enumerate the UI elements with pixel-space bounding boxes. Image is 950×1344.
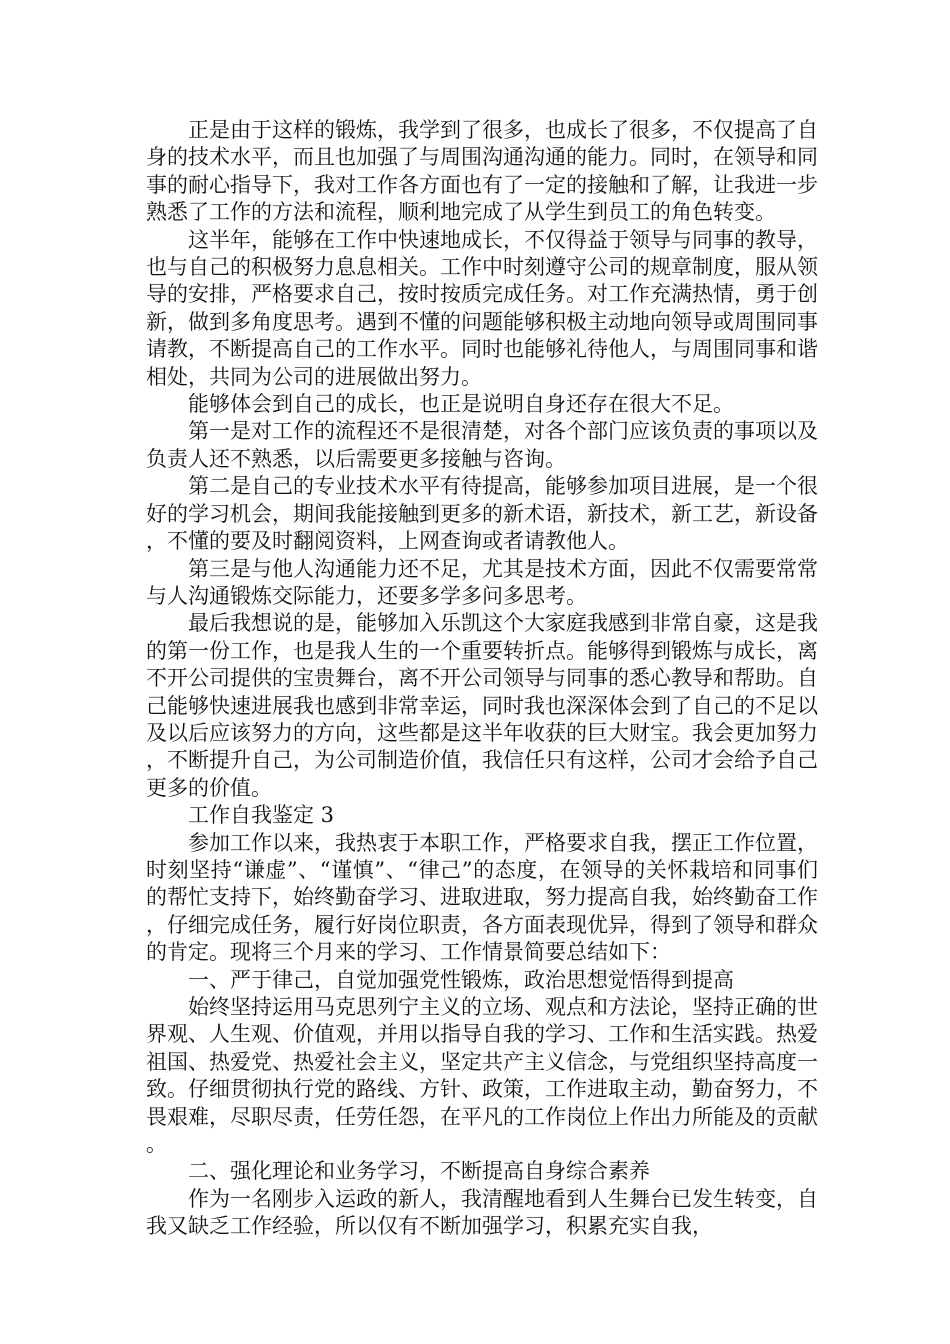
paragraph-6: 第三是与他人沟通能力还不足，尤其是技术方面，因此不仅需要常常与人沟通锻炼交际能力，还要多学多问多思考。 [146,556,818,608]
paragraph-4: 第一是对工作的流程还不是很清楚，对各个部门应该负责的事项以及负责人还不熟悉，以后需要更多接触与咨询。 [146,419,818,471]
paragraph-10: 作为一名刚步入运政的新人，我清醒地看到人生舞台已发生转变，自我又缺乏工作经验，所以仅有不断加强学习，积累充实自我， [146,1186,818,1239]
subheading-1: 一、严于律己，自觉加强党性锻炼，政治思想觉悟得到提高 [188,967,734,992]
section-heading: 工作自我鉴定 3 [188,803,335,828]
paragraph-1: 正是由于这样的锻炼，我学到了很多，也成长了很多，不仅提高了自身的技术水平，而且也加强了与周围沟通沟通的能力。同时，在领导和同事的耐心指导下，我对工作各方面也有了一定的接触和了解，让我进一步熟悉了工作的方法和流程，顺利地完成了从学生到员工的角色转变。 [146,118,818,225]
paragraph-8: 参加工作以来，我热衷于本职工作，严格要求自我，摆正工作位置，时刻坚持“谦虚”、“谨慎”、“律己”的态度，在领导的关怀栽培和同事们的帮忙支持下，始终勤奋学习、进取进取，努力提高自我，始终勤奋工作，仔细完成任务，履行好岗位职责，各方面表现优异，得到了领导和群众的肯定。现将三个月来的学习、工作情景简要总结如下： [146,830,818,965]
paragraph-9: 始终坚持运用马克思列宁主义的立场、观点和方法论，坚持正确的世界观、人生观、价值观，并用以指导自我的学习、工作和生活实践。热爱祖国、热爱党、热爱社会主义，坚定共产主义信念，与党组织坚持高度一致。仔细贯彻执行党的路线、方针、政策，工作进取主动，勤奋努力，不畏艰难，尽职尽责，任劳任怨，在平凡的工作岗位上作出力所能及的贡献。 [146,995,818,1157]
subheading-2: 二、强化理论和业务学习，不断提高自身综合素养 [188,1159,650,1184]
paragraph-7: 最后我想说的是，能够加入乐凯这个大家庭我感到非常自豪，这是我的第一份工作，也是我人生的一个重要转折点。能够得到锻炼与成长，离不开公司提供的宝贵舞台，离不开公司领导与同事的悉心教导和帮助。自己能够快速进展我也感到非常幸运，同时我也深深体会到了自己的不足以及以后应该努力的方向，这些都是这半年收获的巨大财宝。我会更加努力，不断提升自己，为公司制造价值，我信任只有这样，公司才会给予自己更多的价值。 [146,611,818,800]
document-body [146,117,818,1241]
paragraph-2: 这半年，能够在工作中快速地成长，不仅得益于领导与同事的教导，也与自己的积极努力息息相关。工作中时刻遵守公司的规章制度，服从领导的安排，严格要求自己，按时按质完成任务。对工作充满热情，勇于创新，做到多角度思考。遇到不懂的问题能够积极主动地向领导或周围同事请教，不断提高自己的工作水平。同时也能够礼待他人，与周围同事和谐相处，共同为公司的进展做出努力。 [146,227,818,389]
paragraph-5: 第二是自己的专业技术水平有待提高，能够参加项目进展，是一个很好的学习机会，期间我能接触到更多的新术语，新技术，新工艺，新设备，不懂的要及时翻阅资料，上网查询或者请教他人。 [146,474,818,554]
paragraph-3: 能够体会到自己的成长，也正是说明自身还存在很大不足。 [188,392,734,417]
